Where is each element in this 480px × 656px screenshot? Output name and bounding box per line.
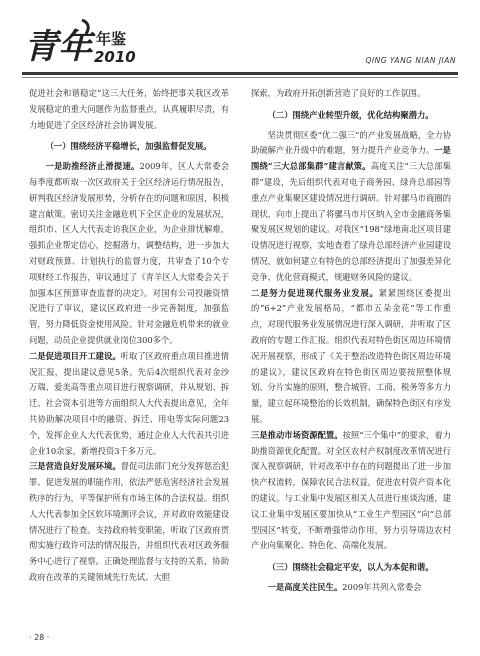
section-heading: （二）围绕产业转型升级，优化结构聚潜力。 <box>267 109 434 120</box>
logo-subtitle: 年鉴 <box>96 30 127 48</box>
yearbook-logo <box>22 14 138 76</box>
paragraph <box>251 128 451 286</box>
paragraph-body: 督促司法部门充分发挥惩治犯罪、促进发展的职能作用，依法严惩危害经济社会发展秩序的行为，平等保护所有市场主体的合法权益。组织人大代表参加全区软环境测评会议，并对政府效能建设情况进行了检查。支持政府转变职能，听取了区政府贯彻实施行政许可法的情况报告，并组织代表对区政务服务中心进行了视察。正确处理监督与支持的关系，协助政府在改革的关键领域先行先试、大胆 <box>29 461 229 582</box>
paragraph-lead: 三是营造良好发展环境。 <box>29 461 121 472</box>
paragraph <box>251 428 451 554</box>
paragraph-lead: 二是努力促进现代服务业发展。 <box>251 287 379 298</box>
paragraph <box>251 580 451 596</box>
paragraph <box>251 286 451 428</box>
paragraph-body: 2009年共列入常委会 <box>342 581 422 592</box>
paragraph-lead: 一是围绕“三大总部集群”建言献策。 <box>251 145 451 172</box>
paragraph-body: 听取了区政府重点项目推进情况汇报，提出建议意见5条。先后4次组织代表对金沙万瑞、爱美高等重点项目进行视察调研，并从规划、拆迁、社会资本引进等方面组织人大代表提出意见，全年共协助解决项目中的融资、拆迁、用电等实际问题23个，发挥企业人大代表优势，通过企业人大代表共引进企业10余家，新增投资3千多万元。 <box>29 350 229 456</box>
paragraph-body: 高度关注“三大总部集群”建设，先后组织代表对电子商务园、绿舟总部园等重点产业集聚区建设情况进行调研。针对骡马市商圈的现状，向市上提出了将骡马市片区纳入全市金融商务集聚发展区规划的建议。对我区“198”绿地南北区项目建设情况进行视察，实地查看了绿舟总部经济产业园建设情况，就如何建立有特色的总部经济提出了加强差异化竞争、优化营商模式，规避财务风险的建议。 <box>251 161 451 282</box>
header-rule-thin <box>22 77 458 78</box>
paragraph-lead: 一是高度关注民生。 <box>267 581 343 592</box>
logo-title: 青年 <box>24 27 92 67</box>
section-heading: （三）围绕社会稳定平安，以人为本促和谐。 <box>267 562 434 573</box>
paragraph <box>29 459 229 585</box>
paragraph-body: 紧紧围绕区委提出的“6+2”产业发展格局，“都市五朵金花”等工作重点，对现代服务业发展情况进行深入调研，并听取了区政府的专题工作汇报。组织代表对特色街区周边环境情况开展视察，形成了《关于整治改造特色街区周边环境的建议》，建议区政府在特色街区周边要按照整体规划、分片实施的原则，整合城管、工商、税务等多方力量，建立起环境整治的长效机制，确保特色街区有序发展。 <box>251 287 451 424</box>
right-column <box>251 86 451 596</box>
paragraph: 探索，为政府开拓创新营造了良好的工作氛围。 <box>251 88 426 98</box>
paragraph-body: 按照“三个集中”的要求，着力助推资源优化配置。对全区农村产权制度改革情况进行深入视察调研，针对改革中存在的问题提出了进一步加快产权流转，保障农民合法权益，促进农村资产资本化的建议。与工业集中发展区相关人员进行座谈沟通，建议工业集中发展区要加快从“工业生产型园区”向“总部型园区”转变，不断增强带动作用，努力引导周边农村产业向集聚化、特色化、高端化发展。 <box>251 429 451 551</box>
header-rule <box>22 72 458 75</box>
paragraph-body: 坚决贯彻区委“优二强三”的产业发展战略，全力协助破解产业升级中的难题，努力提升产业竞争力。 <box>251 129 451 156</box>
paragraph-lead: 三是推动市场资源配置。 <box>251 429 343 440</box>
paragraph: 促进社会和谐稳定”这三大任务，始终把事关我区改革发展稳定的重大问题作为监督重点，认真履职尽责，有力地促进了全区经济社会协调发展。 <box>29 88 229 130</box>
running-head: QING YANG NIAN JIAN <box>365 56 456 65</box>
paragraph <box>29 349 229 460</box>
section-heading: （一）围绕经济平稳增长，加强监督促发展。 <box>45 141 212 152</box>
page-header <box>0 0 480 82</box>
paragraph-lead: 一是助推经济止滑提速。 <box>45 161 140 172</box>
paragraph-lead: 二是促进项目开工建设。 <box>29 350 121 361</box>
paragraph <box>29 159 229 349</box>
page-number: · 28 · <box>29 633 50 642</box>
logo-year: 2010 <box>94 48 136 66</box>
left-column <box>29 86 229 586</box>
paragraph-body: 2009年，区人大常委会每季度都听取一次区政府关于全区经济运行情况报告，研判我区经济发展形势，分析存在的问题和原因，积极建言献策。密切关注金融危机下全区企业的发展状况，组织市、区人大代表走访我区企业，为企业排忧解难，强抓企业帮定信心，挖掘潜力，调整结构，进一步加大对财政预算、计划执行的监督力度，共审查了10个专项财经工作报告，审议通过了《青羊区人大常委会关于加强本区预算审查监督的决定》。对国有公司投融资情况进行了审议，建议区政府进一步完善制度，加强监管，努力降低资金使用风险。针对金融危机带来的就业问题，动员企业提供就业岗位300多个。 <box>29 161 229 345</box>
